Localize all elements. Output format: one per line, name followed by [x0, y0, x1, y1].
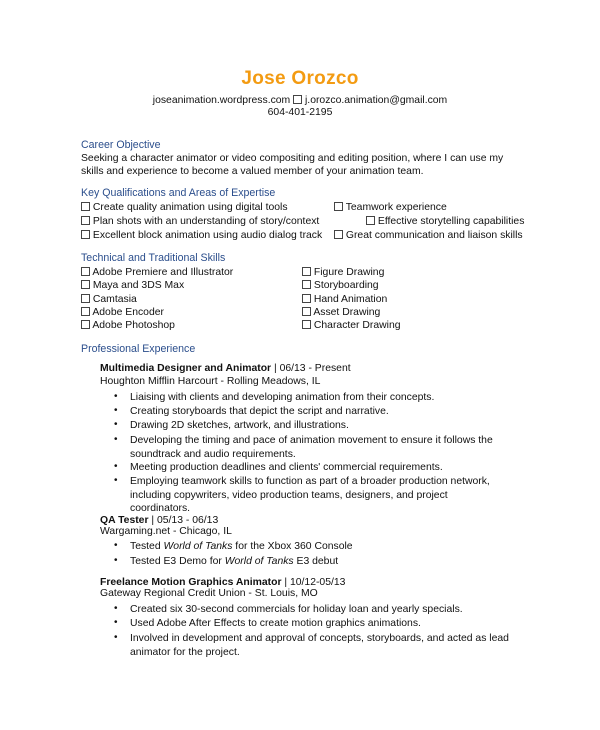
- skill-item: Storyboarding: [302, 279, 379, 292]
- job-bullet: Liaising with clients and developing animation from their concepts.: [130, 392, 435, 403]
- bullet-icon: •: [114, 391, 118, 402]
- checkbox-icon: [334, 202, 343, 211]
- checkbox-icon: [81, 294, 90, 303]
- qualification-item: Create quality animation using digital tools: [81, 201, 288, 214]
- job-bullet: Created six 30-second commercials for holiday loan and yearly specials.: [130, 604, 463, 615]
- qualification-item: Plan shots with an understanding of story/context: [81, 215, 319, 228]
- job-bullet: Drawing 2D sketches, artwork, and illustrations.: [130, 420, 349, 431]
- skill-item: Adobe Encoder: [81, 306, 164, 319]
- candidate-name: Jose Orozco: [241, 68, 359, 89]
- job-dates: | 05/13 - 06/13: [148, 515, 219, 526]
- job-dates: | 10/12-05/13: [281, 577, 346, 588]
- checkbox-icon: [81, 202, 90, 211]
- checkbox-icon: [302, 294, 311, 303]
- section-heading-skills: Technical and Traditional Skills: [81, 252, 226, 264]
- job-bullet: Developing the timing and pace of animation movement to ensure it follows the soundtrack and audio requirements.: [130, 435, 493, 460]
- bullet-icon: •: [114, 632, 118, 643]
- job-bullet: Tested E3 Demo for World of Tanks E3 debut: [130, 556, 339, 567]
- checkbox-icon: [302, 320, 311, 329]
- job-title: Multimedia Designer and Animator: [100, 363, 272, 374]
- skill-item: Adobe Photoshop: [81, 319, 175, 332]
- bullet-icon: •: [114, 540, 118, 551]
- job-bullet: Employing teamwork skills to function as part of a broader production network, including copywriters, video production teams, designers, and project coordinators.: [130, 476, 490, 514]
- skill-item: Asset Drawing: [302, 306, 380, 319]
- job-bullet: Creating storyboards that depict the script and narrative.: [130, 406, 389, 417]
- job-title-line: [100, 362, 351, 375]
- job-dates: | 06/13 - Present: [271, 363, 351, 374]
- skill-item: Figure Drawing: [302, 266, 384, 279]
- bullet-icon: •: [114, 434, 118, 445]
- checkbox-icon: [302, 280, 311, 289]
- job-title: QA Tester: [100, 515, 149, 526]
- section-heading-qualifications: Key Qualifications and Areas of Expertise: [81, 187, 276, 199]
- bullet-icon: •: [114, 405, 118, 416]
- qualification-item: Excellent block animation using audio dialog track: [81, 229, 322, 242]
- separator-icon: [293, 95, 302, 104]
- skill-item: Camtasia: [81, 293, 137, 306]
- section-heading-experience: Professional Experience: [81, 343, 196, 355]
- qualification-item: Great communication and liaison skills: [334, 229, 523, 242]
- website-link[interactable]: joseanimation.wordpress.com: [152, 95, 291, 106]
- email-link[interactable]: j.orozco.animation@gmail.com: [305, 95, 448, 106]
- skill-item: Hand Animation: [302, 293, 387, 306]
- checkbox-icon: [302, 307, 311, 316]
- bullet-icon: •: [114, 461, 118, 472]
- checkbox-icon: [81, 267, 90, 276]
- bullet-icon: •: [114, 419, 118, 430]
- job-title: Freelance Motion Graphics Animator: [100, 577, 282, 588]
- bullet-icon: •: [114, 603, 118, 614]
- bullet-icon: •: [114, 617, 118, 628]
- checkbox-icon: [81, 230, 90, 239]
- checkbox-icon: [81, 307, 90, 316]
- job-bullet: Meeting production deadlines and clients' commercial requirements.: [130, 462, 443, 473]
- checkbox-icon: [302, 267, 311, 276]
- job-bullet: Involved in development and approval of concepts, storyboards, and acted as lead animator for the project.: [130, 633, 509, 658]
- bullet-icon: •: [114, 475, 118, 486]
- skill-item: Maya and 3DS Max: [81, 279, 184, 292]
- checkbox-icon: [81, 216, 90, 225]
- checkbox-icon: [366, 216, 375, 225]
- phone-number: 604-401-2195: [267, 107, 333, 118]
- skill-item: Character Drawing: [302, 319, 401, 332]
- checkbox-icon: [334, 230, 343, 239]
- qualification-item: Teamwork experience: [334, 201, 447, 214]
- job-bullet: Tested World of Tanks for the Xbox 360 Console: [130, 541, 353, 552]
- qualification-item: Effective storytelling capabilities: [366, 215, 524, 228]
- job-bullet: Used Adobe After Effects to create motion graphics animations.: [130, 618, 421, 629]
- career-objective-text: Seeking a character animator or video compositing and editing position, where I can use my skills and experience to become a valued member of your animation team.: [81, 153, 504, 177]
- job-company: Gateway Regional Credit Union - St. Louis, MO: [100, 588, 318, 599]
- job-company: Wargaming.net - Chicago, IL: [100, 526, 232, 537]
- section-heading-career: Career Objective: [81, 139, 161, 151]
- checkbox-icon: [81, 280, 90, 289]
- checkbox-icon: [81, 320, 90, 329]
- skill-item: Adobe Premiere and Illustrator: [81, 266, 233, 279]
- bullet-icon: •: [114, 555, 118, 566]
- job-company: Houghton Mifflin Harcourt - Rolling Meadows, IL: [100, 376, 321, 387]
